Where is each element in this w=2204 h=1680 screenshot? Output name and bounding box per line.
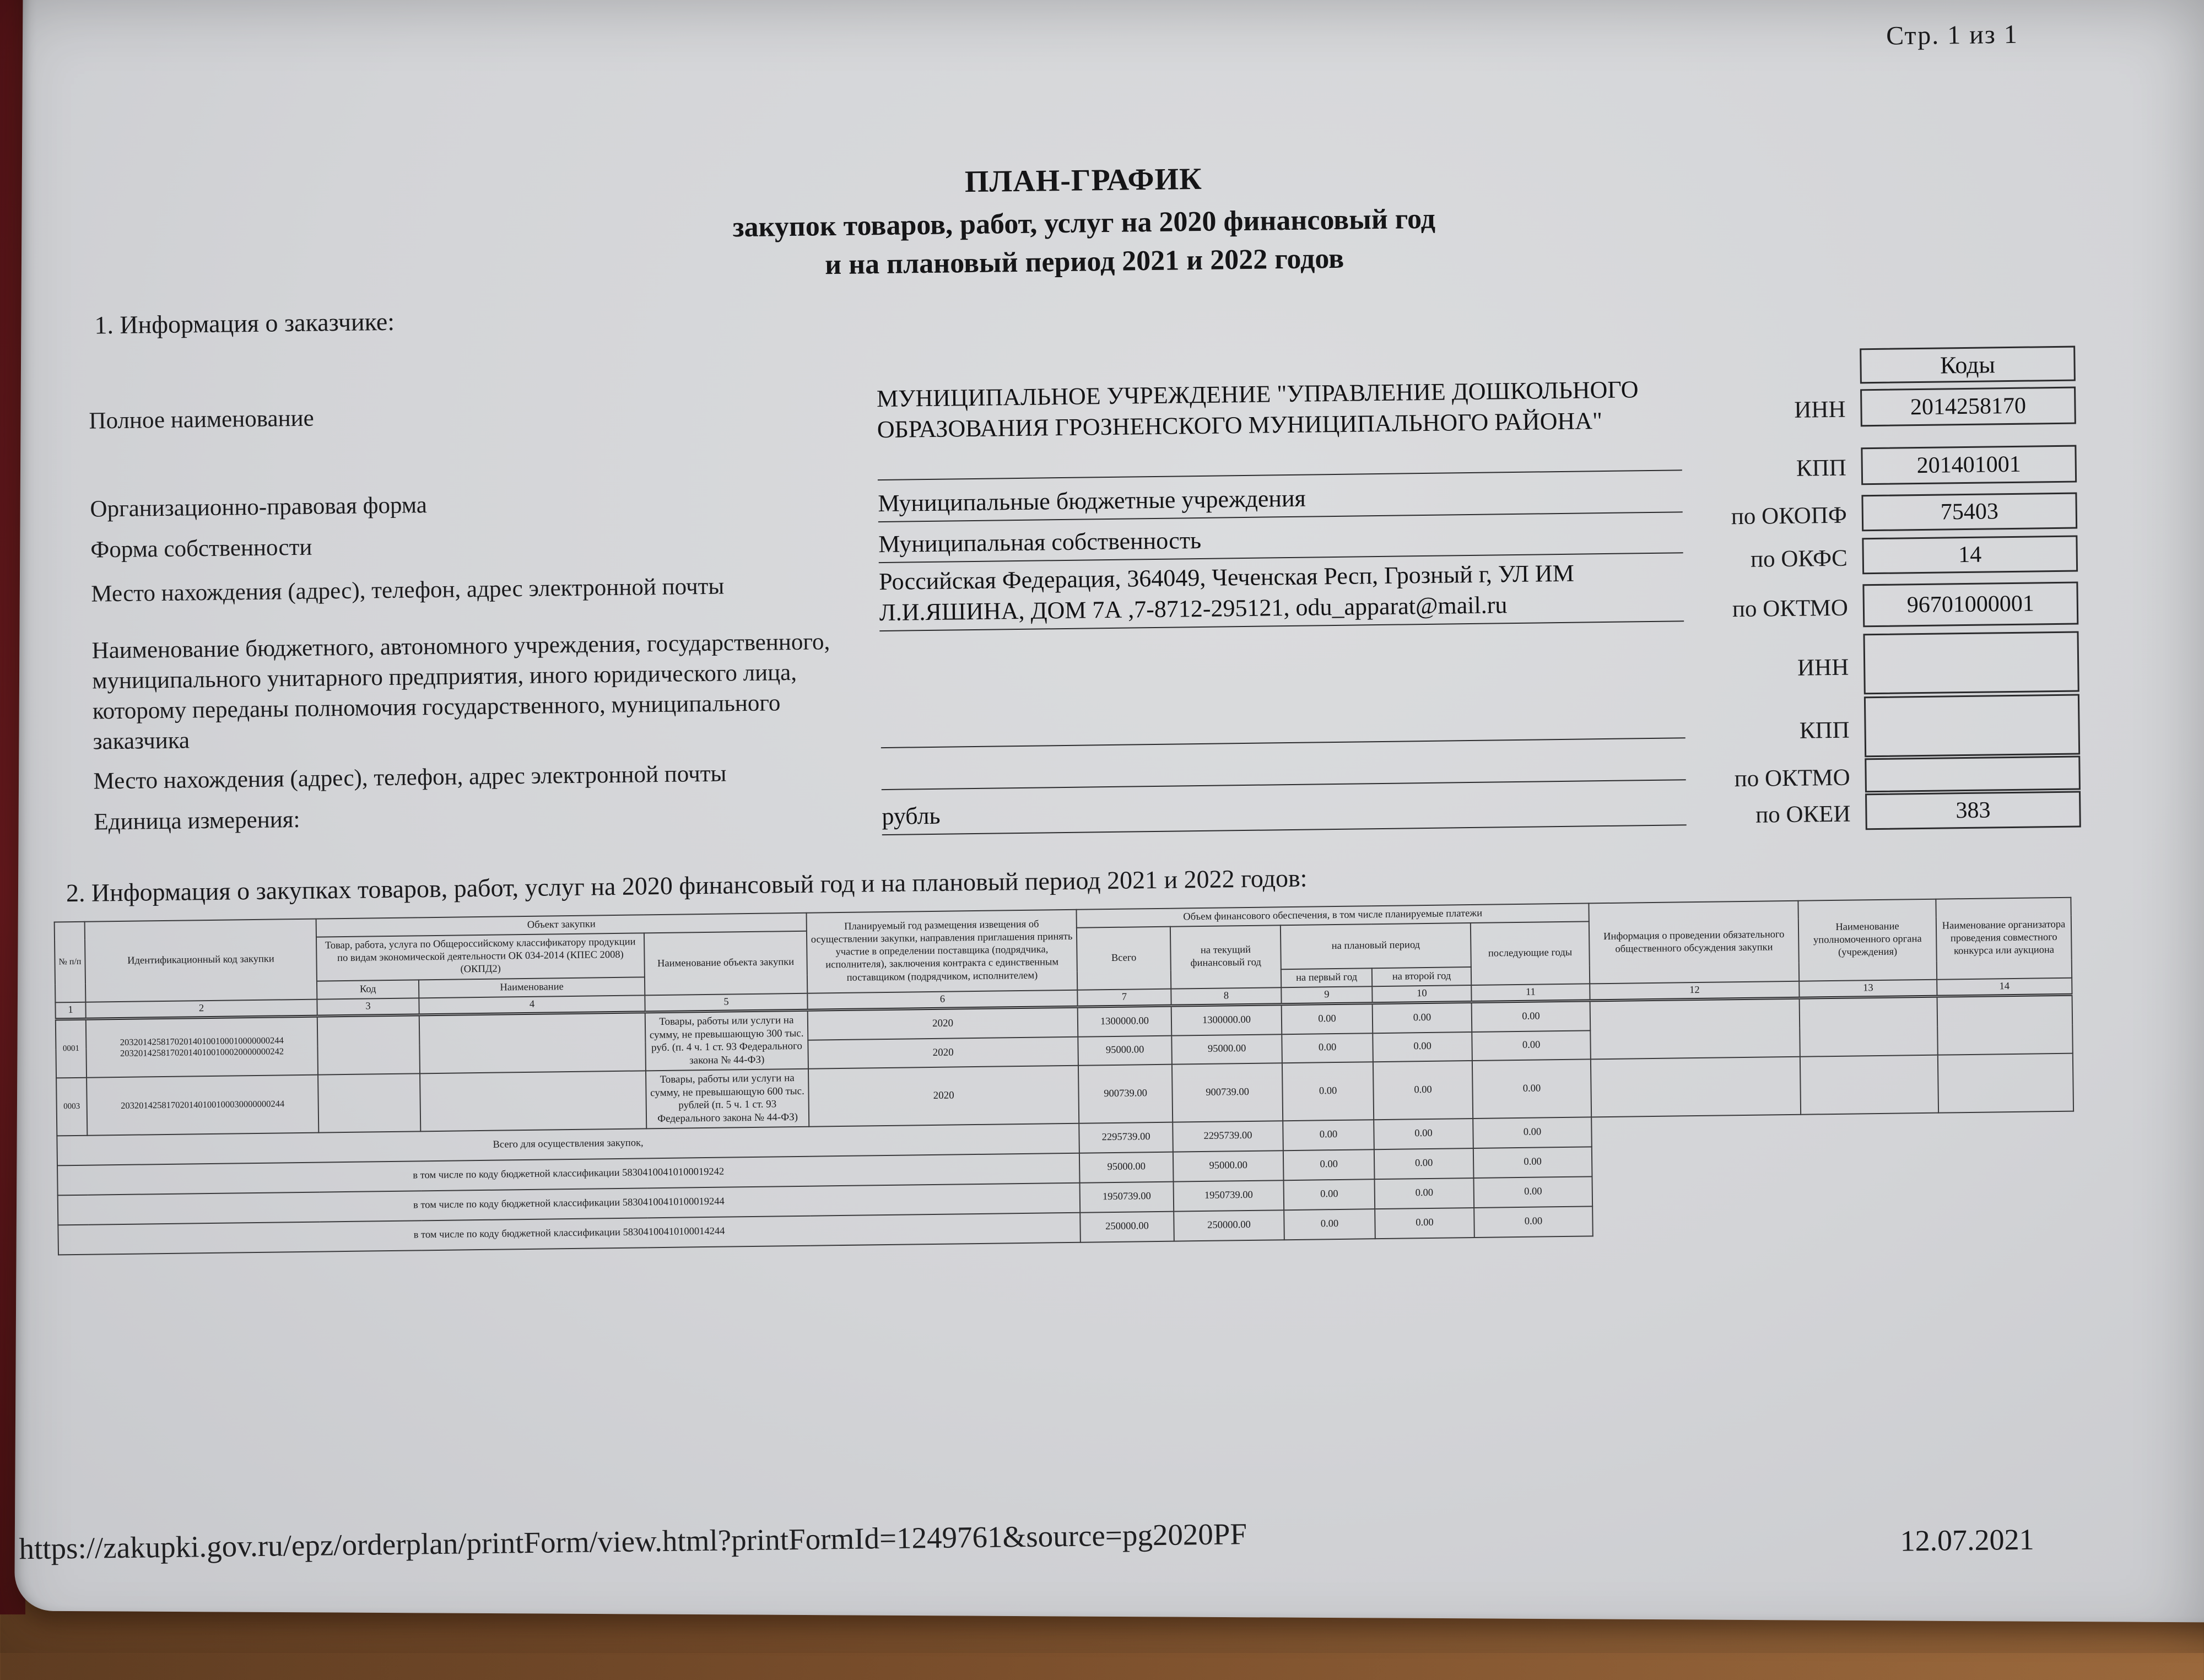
- code-value-okopf: 75403: [1861, 493, 2077, 532]
- later-years-cell: 0.00: [1472, 1059, 1591, 1119]
- first-year-cell: 0.00: [1282, 1003, 1373, 1034]
- col-header-object: Объект закупки: [316, 913, 807, 937]
- current-year-cell: 95000.00: [1173, 1150, 1284, 1181]
- first-year-cell: 0.00: [1284, 1179, 1375, 1210]
- ikz-code: 203201425817020140100100020000000242: [120, 1046, 284, 1059]
- code-value-inn-2: [1863, 631, 2079, 695]
- section1-heading: 1. Информация о заказчике:: [94, 307, 395, 339]
- empty-cell: [420, 1071, 646, 1131]
- col-header-total: Всего: [1077, 927, 1171, 990]
- code-label-okopf: по ОКОПФ: [1731, 502, 1848, 530]
- print-date: 12.07.2021: [1900, 1522, 2034, 1558]
- field-label-delegated-entity: Наименование бюджетного, автономного учреждения, государственного, муниципального унитарного предприятия, иного юридического лица, которому переданы полномочия государственного, муниципального заказчика: [91, 629, 830, 755]
- second-year-cell: 0.00: [1374, 1148, 1474, 1179]
- ikz-code: 203201425817020140100100010000000244: [120, 1034, 284, 1047]
- col-number: 12: [1590, 981, 1799, 1000]
- col-number: 2: [85, 999, 317, 1019]
- section2-heading: 2. Информация о закупках товаров, работ, услуг на 2020 финансовый год и на плановый период 2021 и 2022 годов:: [66, 863, 1308, 907]
- empty-cell: [419, 1012, 646, 1074]
- col-number: 4: [419, 995, 645, 1015]
- empty-cell: [1937, 995, 2073, 1055]
- col-header-no: № п/п: [55, 922, 86, 1002]
- total-cell: 95000.00: [1079, 1152, 1174, 1182]
- code-label-inn: ИНН: [1794, 396, 1846, 423]
- field-value-location-2: [881, 753, 1686, 790]
- col-header-plan-period: на плановый период: [1281, 923, 1471, 969]
- col-header-discussion: Информация о проведении обязательного общественного обсуждения закупки: [1589, 901, 1799, 984]
- first-year-cell: 0.00: [1282, 1062, 1374, 1121]
- col-number: 9: [1281, 986, 1372, 1004]
- totals-label: Всего для осуществления закупок,: [57, 1123, 1079, 1165]
- code-label-okei: по ОКЕИ: [1755, 801, 1851, 828]
- totals-label: в том числе по коду бюджетной классификации 58304100410100019242: [57, 1153, 1080, 1195]
- col-number: 11: [1471, 984, 1590, 1002]
- first-year-cell: 0.00: [1282, 1033, 1373, 1063]
- total-cell: 1300000.00: [1078, 1006, 1172, 1036]
- second-year-cell: 0.00: [1375, 1178, 1474, 1209]
- empty-cell: [1591, 1056, 1801, 1117]
- col-number: 10: [1372, 985, 1471, 1003]
- ikz-cell: [86, 1016, 318, 1078]
- empty-cell: [1800, 1055, 1938, 1114]
- current-year-cell: 2295739.00: [1173, 1121, 1283, 1152]
- row-number: 0001: [56, 1019, 87, 1078]
- col-header-finance: Объем финансового обеспечения, в том числе планируемые платежи: [1077, 903, 1589, 927]
- col-header-first-year: на первый год: [1281, 968, 1372, 987]
- ikz-cell: [87, 1074, 318, 1135]
- empty-cell: [1590, 998, 1800, 1059]
- first-year-cell: 0.00: [1283, 1120, 1374, 1150]
- ikz-code: 203201425817020140100100030000000244: [121, 1098, 285, 1111]
- current-year-cell: 1300000.00: [1171, 1004, 1282, 1035]
- code-label-kpp-2: КПП: [1799, 717, 1850, 744]
- second-year-cell: 0.00: [1373, 1061, 1473, 1120]
- first-year-cell: 0.00: [1283, 1149, 1375, 1180]
- later-years-cell: 0.00: [1472, 1030, 1591, 1061]
- empty-cell: [317, 1015, 420, 1075]
- code-value-okei: 383: [1865, 791, 2081, 830]
- document-title: ПЛАН-ГРАФИК: [964, 161, 1203, 199]
- empty-cell: [1938, 1053, 2073, 1112]
- second-year-cell: 0.00: [1373, 1002, 1472, 1033]
- object-name-cell: Товары, работы или услуги на сумму, не превышающую 300 тыс. руб. (п. 4 ч. 1 ст. 93 Федерального закона № 44-ФЗ): [645, 1010, 808, 1071]
- current-year-cell: 250000.00: [1174, 1210, 1284, 1241]
- col-header-year: Планируемый год размещения извещения об осуществлении закупки, направления приглашения принять участие в определении поставщика (подрядчика, исполнителя), заключения контракта с единственным поставщиком (подрядчиком, исполнителем): [807, 910, 1078, 993]
- code-value-inn: 2014258170: [1860, 387, 2076, 427]
- col-header-later-years: последующие годы: [1471, 922, 1590, 985]
- field-value-unit: рубль: [882, 791, 1687, 835]
- code-label-kpp: КПП: [1796, 455, 1847, 482]
- total-cell: 95000.00: [1078, 1035, 1172, 1065]
- col-number: 1: [55, 1002, 85, 1019]
- field-label-unit: Единица измерения:: [94, 806, 300, 835]
- source-url: https://zakupki.gov.ru/epz/orderplan/printForm/view.html?printFormId=1249761&source=pg2020PF: [19, 1517, 1247, 1566]
- field-label-ownership: Форма собственности: [90, 534, 312, 563]
- year-cell: 2020: [808, 1065, 1079, 1126]
- later-years-cell: 0.00: [1474, 1206, 1593, 1238]
- field-value-legal-form: Муниципальные бюджетные учреждения: [878, 478, 1683, 522]
- later-years-cell: 0.00: [1473, 1147, 1592, 1178]
- total-cell: 900739.00: [1078, 1064, 1173, 1123]
- later-years-cell: 0.00: [1473, 1117, 1592, 1148]
- codes-header-box: Коды: [1860, 346, 2076, 384]
- col-header-current-year: на текущий финансовый год: [1170, 925, 1281, 988]
- later-years-cell: 0.00: [1472, 1001, 1591, 1032]
- code-value-kpp: 201401001: [1861, 445, 2077, 485]
- field-value-ownership: Муниципальная собственность: [878, 519, 1683, 563]
- col-header-ikz: Идентификационный код закупки: [85, 919, 317, 1002]
- purchases-table: [54, 897, 2076, 1255]
- field-value-delegated-entity: [880, 711, 1686, 748]
- col-header-object-name: Наименование объекта закупки: [644, 931, 807, 995]
- col-header-okpd: Товар, работа, услуга по Общероссийскому классификатору продукции по видам экономической деятельности ОК 034-2014 (КПЕС 2008) (ОКПД2): [316, 933, 645, 981]
- code-value-oktmo-2: [1865, 755, 2081, 792]
- document-subtitle-1: закупок товаров, работ, услуг на 2020 финансовый год: [732, 203, 1436, 244]
- field-label-full-name: Полное наименование: [89, 405, 314, 434]
- total-cell: 2295739.00: [1079, 1122, 1173, 1153]
- col-number: 3: [317, 998, 419, 1016]
- col-header-organizer: Наименование организатора проведения совместного конкурса или аукциона: [1936, 898, 2072, 980]
- first-year-cell: 0.00: [1284, 1209, 1375, 1240]
- col-header-authority: Наименование уполномоченного органа (учреждения): [1798, 899, 1937, 981]
- second-year-cell: 0.00: [1373, 1032, 1472, 1062]
- year-cell: 2020: [808, 1007, 1078, 1040]
- field-value-location: Российская Федерация, 364049, Чеченская Респ, Грозный г, УЛ ИМ Л.И.ЯШИНА, ДОМ 7А ,7-8712-295121, odu_apparat@mail.ru: [879, 557, 1684, 631]
- object-name-cell: Товары, работы или услуги на сумму, не превышающую 600 тыс. рублей (п. 5 ч. 1 ст. 93 Федерального закона № 44-ФЗ): [646, 1068, 809, 1128]
- current-year-cell: 1950739.00: [1174, 1180, 1284, 1211]
- totals-label: в том числе по коду бюджетной классификации 58304100410100014244: [58, 1212, 1081, 1255]
- field-label-location-2: Место нахождения (адрес), телефон, адрес электронной почты: [93, 760, 727, 795]
- col-header-name: Наименование: [419, 977, 645, 998]
- field-label-legal-form: Организационно-правовая форма: [90, 492, 428, 522]
- document-subtitle-2: и на плановый период 2021 и 2022 годов: [824, 242, 1344, 281]
- page-indicator: Стр. 1 из 1: [1886, 19, 2019, 51]
- second-year-cell: 0.00: [1374, 1119, 1473, 1149]
- code-label-oktmo: по ОКТМО: [1732, 595, 1849, 623]
- current-year-cell: 95000.00: [1171, 1034, 1282, 1065]
- code-label-oktmo-2: по ОКТМО: [1734, 764, 1850, 792]
- later-years-cell: 0.00: [1474, 1176, 1593, 1208]
- document-page: [14, 0, 2204, 1623]
- empty-cell: [318, 1073, 420, 1132]
- col-header-second-year: на второй год: [1372, 967, 1471, 986]
- col-number: 5: [645, 993, 807, 1012]
- total-cell: 250000.00: [1080, 1211, 1174, 1242]
- empty-cell: [1800, 996, 1938, 1057]
- col-number: 14: [1937, 977, 2072, 996]
- second-year-cell: 0.00: [1375, 1208, 1474, 1239]
- code-label-inn-2: ИНН: [1797, 654, 1849, 681]
- field-value-full-name: МУНИЦИПАЛЬНОЕ УЧРЕЖДЕНИЕ "УПРАВЛЕНИЕ ДОШКОЛЬНОГО ОБРАЗОВАНИЯ ГРОЗНЕНСКОГО МУНИЦИПАЛЬНОГО РАЙОНА": [877, 374, 1682, 480]
- year-cell: 2020: [808, 1036, 1078, 1068]
- col-number: 13: [1799, 979, 1937, 998]
- col-number: 8: [1171, 987, 1281, 1006]
- totals-label: в том числе по коду бюджетной классификации 58304100410100019244: [58, 1182, 1081, 1225]
- field-label-location: Место нахождения (адрес), телефон, адрес электронной почты: [91, 573, 725, 607]
- col-number: 6: [807, 990, 1077, 1010]
- code-value-oktmo: 96701000001: [1862, 582, 2078, 628]
- code-label-okfs: по ОКФС: [1750, 545, 1848, 572]
- col-number: 7: [1077, 988, 1171, 1007]
- col-header-code: Код: [317, 980, 419, 999]
- row-number: 0003: [56, 1077, 87, 1136]
- current-year-cell: 900739.00: [1172, 1063, 1283, 1122]
- total-cell: 1950739.00: [1080, 1181, 1174, 1212]
- code-value-okfs: 14: [1862, 536, 2078, 575]
- code-value-kpp-2: [1864, 694, 2080, 758]
